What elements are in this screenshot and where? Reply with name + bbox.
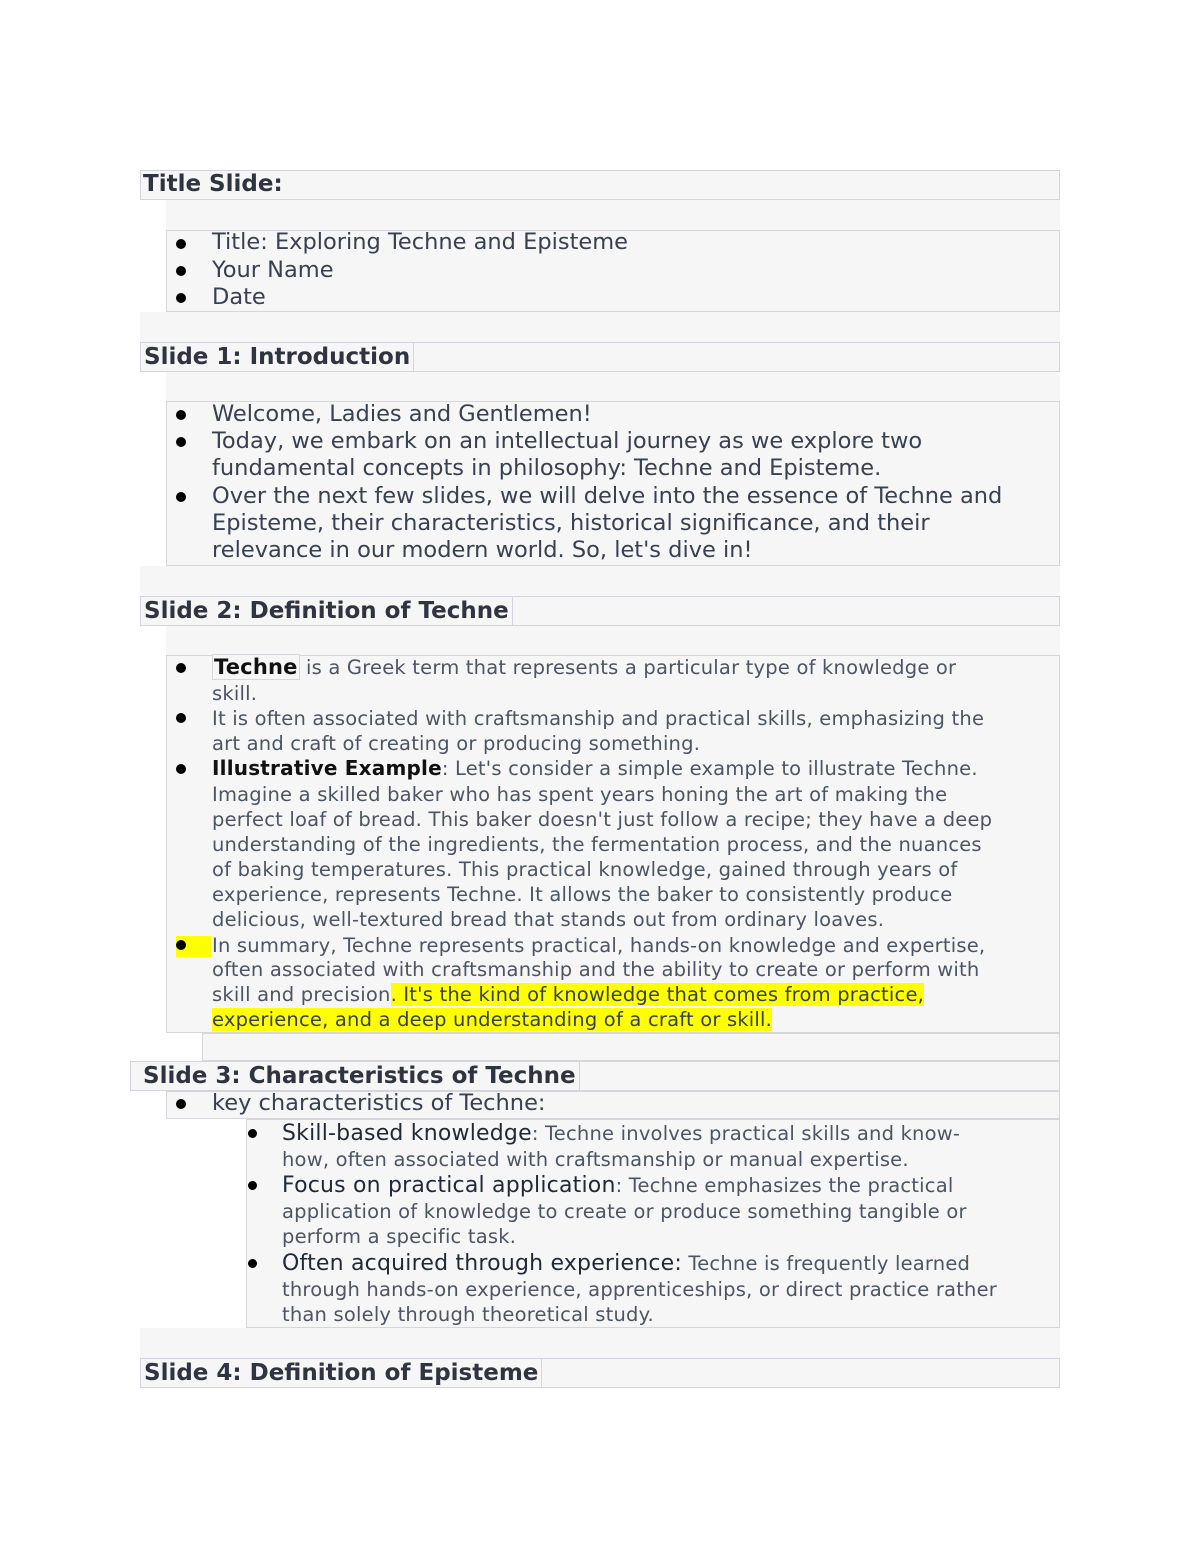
list-item: Welcome, Ladies and Gentlemen!: [212, 401, 592, 427]
list-item-cont: delicious, well-textured bread that stands out from ordinary loaves.: [212, 908, 885, 931]
bullet: [176, 239, 186, 249]
bullet: [176, 1099, 186, 1109]
slide2-header: Slide 2: Definition of Techne: [140, 596, 513, 626]
spacer: [202, 1033, 1060, 1061]
list-item: It is often associated with craftsmanship and practical skills, emphasizing the: [212, 707, 985, 730]
bullet: [176, 293, 186, 303]
list-item-cont: Episteme, their characteristics, historical significance, and their: [212, 510, 930, 536]
text: skill and precision: [212, 983, 391, 1006]
highlighted-text: . It's the kind of knowledge that comes from practice,: [390, 983, 925, 1006]
list-item: Your Name: [212, 257, 334, 283]
sub-list-item: [282, 1173, 953, 1198]
term: Skill-based knowledge: [282, 1121, 532, 1146]
list-item: [212, 655, 956, 680]
term: Often acquired through experience:: [282, 1251, 683, 1276]
text: : Techne emphasizes the practical: [615, 1174, 954, 1197]
list-item-cont: [212, 982, 924, 1007]
bullet: [248, 1129, 257, 1138]
spacer: [166, 372, 1060, 402]
slide4-header: Slide 4: Definition of Episteme: [140, 1358, 542, 1388]
list-item: key characteristics of Techne:: [212, 1090, 546, 1116]
slide3-header: Slide 3: Characteristics of Techne: [130, 1061, 580, 1091]
list-item: Today, we embark on an intellectual journey as we explore two: [212, 428, 923, 454]
list-item-cont: understanding of the ingredients, the fermentation process, and the nuances: [212, 833, 982, 856]
spacer: [140, 1328, 1060, 1358]
list-item: In summary, Techne represents practical, hands-on knowledge and expertise,: [212, 934, 986, 957]
text: : Let's consider a simple example to illustrate Techne.: [441, 757, 978, 780]
list-item-cont: Imagine a skilled baker who has spent years honing the art of making the: [212, 783, 948, 806]
bullet: [248, 1181, 257, 1190]
sub-list-item-cont: through hands-on experience, apprenticeships, or direct practice rather: [282, 1278, 998, 1301]
sub-list-item: [282, 1121, 960, 1146]
list-item-cont: often associated with craftsmanship and the ability to create or perform with: [212, 958, 980, 981]
spacer: [166, 200, 1060, 230]
text: is a Greek term that represents a particular type of knowledge or: [299, 656, 957, 679]
list-item-cont: [212, 1007, 772, 1032]
sub-list-item-cont: than solely through theoretical study.: [282, 1303, 654, 1326]
sub-list-item: [282, 1251, 970, 1276]
bullet: [176, 492, 186, 502]
spacer: [140, 566, 1060, 596]
list-item-cont: of baking temperatures. This practical knowledge, gained through years of: [212, 858, 958, 881]
bullet: [176, 663, 186, 673]
list-item-cont: experience, represents Techne. It allows the baker to consistently produce: [212, 883, 953, 906]
slide1-header: Slide 1: Introduction: [140, 342, 414, 372]
list-item-cont: perfect loaf of bread. This baker doesn't just follow a recipe; they have a deep: [212, 808, 993, 831]
bullet: [176, 410, 186, 420]
list-item: [212, 756, 978, 781]
sub-list-item-cont: perform a specific task.: [282, 1225, 517, 1248]
highlighted-text: experience, and a deep understanding of a craft or skill.: [212, 1008, 773, 1031]
bullet: [176, 764, 186, 774]
sub-list-item-cont: how, often associated with craftsmanship or manual expertise.: [282, 1148, 909, 1171]
list-item: Date: [212, 284, 266, 310]
term: Focus on practical application: [282, 1173, 616, 1198]
list-item-cont: art and craft of creating or producing something.: [212, 732, 701, 755]
bullet: [176, 940, 186, 950]
bullet: [176, 437, 186, 447]
list-item: Over the next few slides, we will delve into the essence of Techne and: [212, 483, 1003, 509]
sub-list-item-cont: application of knowledge to create or produce something tangible or: [282, 1200, 967, 1223]
list-item-cont: skill.: [212, 682, 258, 705]
list-item-cont: relevance in our modern world. So, let's dive in!: [212, 537, 753, 563]
list-item-cont: fundamental concepts in philosophy: Techne and Episteme.: [212, 455, 882, 481]
title-slide-header: Title Slide:: [143, 171, 283, 197]
example-term: Illustrative Example: [212, 756, 442, 780]
list-item: Title: Exploring Techne and Episteme: [212, 229, 629, 255]
bullet: [176, 266, 186, 276]
techne-term: Techne: [214, 655, 298, 679]
spacer: [140, 312, 1060, 342]
bullet: [248, 1259, 257, 1268]
text: : Techne involves practical skills and know-: [531, 1122, 961, 1145]
spacer: [166, 626, 1060, 656]
bullet: [176, 713, 186, 723]
text: Techne is frequently learned: [682, 1252, 971, 1275]
